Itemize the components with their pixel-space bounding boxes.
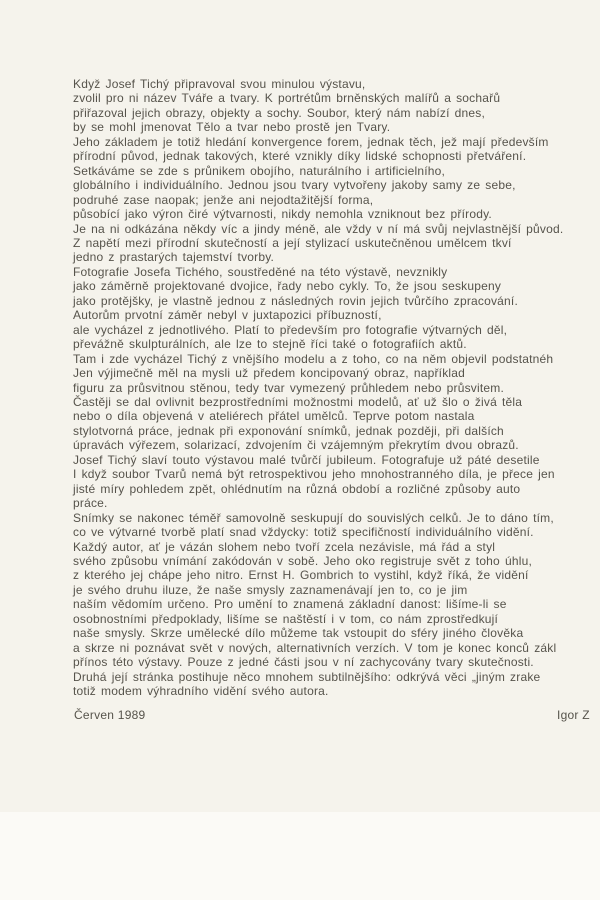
text-line: co ve výtvarné tvorbě platí snad vždycky: totiž specifičností individuálního vidění. [73, 525, 534, 540]
text-line: z kterého jej chápe jeho nitro. Ernst H. Gombrich to vystihl, když říká, že vidění [73, 568, 529, 583]
text-line: Setkáváme se zde s průnikem obojího, naturálního i artificielního, [73, 163, 446, 178]
text-line: stylotvorná práce, jednak při exponování snímků, jednak později, při dalších [73, 423, 504, 438]
text-line: Snímky se nakonec téměř samovolně seskupují do souvislých celků. Je to dáno tím, [73, 510, 554, 525]
text-line: naše smysly. Skrze umělecké dílo můžeme tak vstoupit do sféry jiného člověka [73, 626, 524, 641]
text-line: úpravách výřezem, solarizací, zdvojením či vzájemným překrytím dvou obrazů. [73, 438, 519, 453]
text-line: Jeho základem je totiž hledání konvergence forem, jednak těch, jež mají především [73, 134, 549, 149]
typeset-body-text [73, 77, 600, 698]
text-line: jako záměrně projektované dvojice, řady nebo cykly. To, že jsou seskupeny [73, 279, 502, 294]
text-line: přínos této výstavy. Pouze z jedné části jsou v ní zachycovány tvary skutečnosti. [73, 655, 534, 670]
text-line: Autorům prvotní záměr nebyl v juxtapozici příbuzností, [73, 308, 382, 323]
text-line: nebo o díla objevená v ateliérech přátel umělců. Teprve potom nastala [73, 409, 475, 424]
text-line: Josef Tichý slaví touto výstavou malé tvůrčí jubileum. Fotografuje už páté desetile [73, 452, 540, 467]
text-line: jako protějšky, je vlastně jednou z následných rovin jejich tvůrčího zpracování. [73, 293, 518, 308]
page-footer [0, 708, 600, 724]
text-line: Jen výjimečně měl na mysli už předem koncipovaný obraz, například [73, 366, 466, 381]
text-line: Fotografie Josefa Tichého, soustředěné na této výstavě, nevznikly [73, 264, 448, 279]
text-line: působící jako výron čiré výtvarnosti, nikdy nemohla vzniknout bez přírody. [73, 207, 492, 222]
text-line: figuru za průsvitnou stěnou, tedy tvar vymezený průhledem nebo průsvitem. [73, 380, 504, 395]
text-line: Druhá její stránka postihuje něco mnohem subtilnějšího: odkrývá věci „jiným zrake [73, 669, 541, 684]
text-line: naším vědomím určeno. Pro umění to znamená základní danost: lišíme-li se [73, 597, 507, 612]
text-line: podruhé zase naopak; jenže ani nejodtažitější forma, [73, 192, 374, 207]
text-line: přírodní původ, jednak takových, které vznikly díky lidské schopnosti přetváření. [73, 149, 527, 164]
author-name: Igor Z [557, 708, 590, 722]
text-line: jisté míry pohledem zpět, ohlédnutím na různá období a rozličné způsoby auto [73, 481, 521, 496]
text-line: svého způsobu vnímání zakódován v sobě. Jeho oko registruje svět z toho úhlu, [73, 553, 532, 568]
text-line: Je na ni odkázána někdy víc a jindy méně, ale vždy v ní má svůj nejvlastnější původ. [73, 221, 564, 236]
text-line: osobnostními předpoklady, lišíme se naštěstí i v tom, co nám zprostředkují [73, 611, 499, 626]
text-line: jedno z prastarých tajemství tvorby. [73, 250, 275, 265]
text-line: a skrze ni poznávat svět v nových, alternativních verzích. V tom je konec konců zákl [73, 640, 557, 655]
text-line: Tam i zde vycházel Tichý z vnějšího modelu a z toho, co na něm objevil podstatnéh [73, 351, 554, 366]
text-line: je svého druhu iluze, že naše smysly zaznamenávají jen to, co je jim [73, 582, 468, 597]
text-line: by se mohl jmenovat Tělo a tvar nebo prostě jen Tvary. [73, 120, 391, 135]
text-line: globálního i individuálního. Jednou jsou tvary vytvořeny jakoby samy ze sebe, [73, 178, 516, 193]
text-line: přiřazoval jejich obrazy, objekty a sochy. Soubor, který nám nabízí dnes, [73, 105, 486, 120]
text-line: Každý autor, ať je vázán slohem nebo tvoří zcela nezávisle, má řád a styl [73, 539, 496, 554]
text-line: práce. [73, 496, 108, 511]
text-line: převážně skulpturálních, ale lze to stejně říci také o fotografiích aktů. [73, 337, 467, 352]
page-bottom-edge [0, 812, 600, 900]
text-line: Když Josef Tichý připravoval svou minulou výstavu, [73, 77, 366, 91]
text-line: Častěji se dal ovlivnit bezprostředními možnostmi modelů, ať už šlo o živá těla [73, 394, 523, 409]
text-line: totiž modem výhradního vidění svého autora. [73, 684, 329, 699]
text-line: I když soubor Tvarů nemá být retrospektivou jeho mnohostranného díla, je přece jen [73, 467, 555, 482]
text-line: zvolil pro ni název Tváře a tvary. K portrétům brněnských malířů a sochařů [73, 91, 501, 106]
text-line: ale vycházel z jednotlivého. Platí to především pro fotografie výtvarných děl, [73, 322, 508, 337]
date-label: Červen 1989 [74, 708, 146, 722]
text-line: Z napětí mezi přírodní skutečností a její stylizací uskutečněnou umělcem tkví [73, 235, 512, 250]
